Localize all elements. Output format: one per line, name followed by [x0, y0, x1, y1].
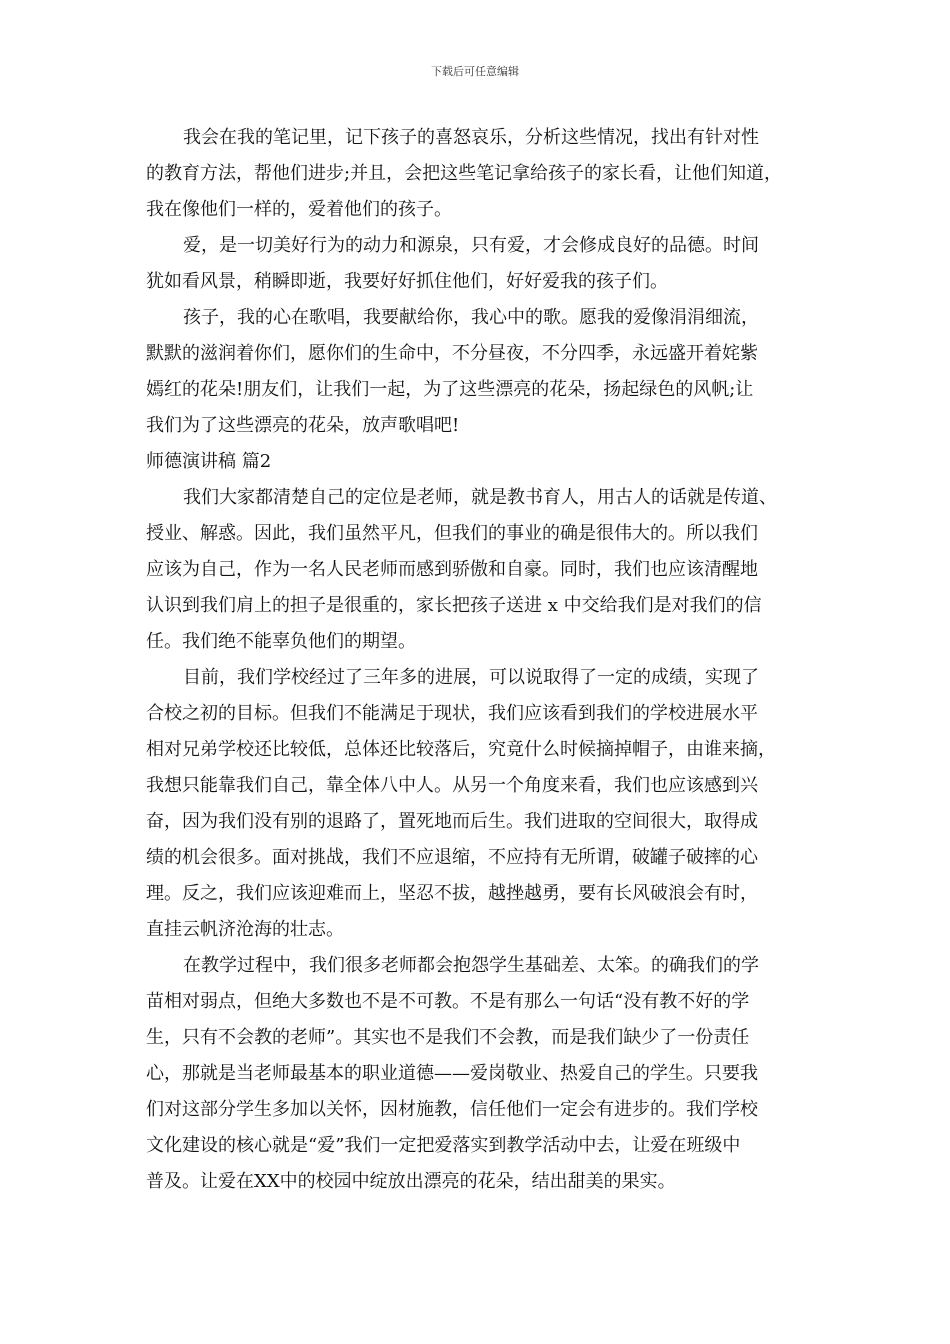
paragraph-line: 嫣红的花朵!朋友们，让我们一起，为了这些漂亮的花朵，扬起绿色的风帆;让 — [146, 379, 754, 400]
paragraph-line: 我会在我的笔记里，记下孩子的喜怒哀乐，分析这些情况，找出有针对性 — [183, 127, 759, 148]
paragraph-line: 我们为了这些漂亮的花朵，放声歌唱吧! — [146, 415, 460, 436]
paragraph-line: 的教育方法，帮他们进步;并且，会把这些笔记拿给孩子的家长看，让他们知道， — [146, 163, 783, 184]
paragraph-line: 认识到我们肩上的担子是很重的，家长把孩子送进 x 中交给我们是对我们的信 — [146, 595, 762, 616]
paragraph-line: 理。反之，我们应该迎难而上，坚忍不拔，越挫越勇，要有长风破浪会有时， — [146, 883, 758, 904]
paragraph-line: 相对兄弟学校还比较低，总体还比较落后，究竟什么时候摘掉帽子，由谁来摘， — [146, 739, 776, 760]
paragraph-line: 普及。让爱在XX中的校园中绽放出漂亮的花朵，结出甜美的果实。 — [146, 1171, 676, 1192]
paragraph-line: 任。我们绝不能辜负他们的期望。 — [146, 631, 416, 652]
paragraph-line: 我们大家都清楚自己的定位是老师，就是教书育人，用古人的话就是传道、 — [183, 487, 777, 508]
paragraph-line: 生，只有不会教的老师”。其实也不是我们不会教，而是我们缺少了一份责任 — [146, 1027, 750, 1048]
paragraph-line: 苗相对弱点，但绝大多数也不是不可教。不是有那么一句话“没有教不好的学 — [146, 991, 750, 1012]
paragraph-line: 们对这部分学生多加以关怀，因材施教，信任他们一定会有进步的。我们学校 — [146, 1099, 758, 1120]
page-header-note: 下载后可任意编辑 — [431, 65, 519, 78]
paragraph-line: 文化建设的核心就是“爱”我们一定把爱落实到教学活动中去，让爱在班级中 — [146, 1135, 741, 1156]
paragraph-line: 目前，我们学校经过了三年多的进展，可以说取得了一定的成绩，实现了 — [183, 667, 759, 688]
paragraph-line: 心，那就是当老师最基本的职业道德——爱岗敬业、热爱自己的学生。只要我 — [146, 1063, 758, 1084]
paragraph-line: 孩子，我的心在歌唱，我要献给你，我心中的歌。愿我的爱像涓涓细流， — [183, 307, 759, 328]
paragraph-line: 我想只能靠我们自己，靠全体八中人。从另一个角度来看，我们也应该感到兴 — [146, 775, 758, 796]
paragraph-line: 合校之初的目标。但我们不能满足于现状，我们应该看到我们的学校进展水平 — [146, 703, 758, 724]
paragraph-line: 我在像他们一样的，爱着他们的孩子。 — [146, 199, 452, 220]
paragraph-line: 授业、解惑。因此，我们虽然平凡，但我们的事业的确是很伟大的。所以我们 — [146, 523, 758, 544]
paragraph-line: 应该为自己，作为一名人民老师而感到骄傲和自豪。同时，我们也应该清醒地 — [146, 559, 758, 580]
paragraph-line: 犹如看风景，稍瞬即逝，我要好好抓住他们，好好爱我的孩子们。 — [146, 271, 668, 292]
paragraph-line: 在教学过程中，我们很多老师都会抱怨学生基础差、太笨。的确我们的学 — [183, 955, 759, 976]
paragraph-line: 默默的滋润着你们，愿你们的生命中，不分昼夜，不分四季，永远盛开着姹紫 — [146, 343, 758, 364]
paragraph-line: 奋，因为我们没有别的退路了，置死地而后生。我们进取的空间很大，取得成 — [146, 811, 758, 832]
paragraph-line: 直挂云帆济沧海的壮志。 — [146, 919, 344, 940]
paragraph-line: 爱，是一切美好行为的动力和源泉，只有爱，才会修成良好的品德。时间 — [183, 235, 759, 256]
section-heading: 师德演讲稿 篇2 — [146, 451, 272, 472]
paragraph-line: 绩的机会很多。面对挑战，我们不应退缩，不应持有无所谓，破罐子破摔的心 — [146, 847, 758, 868]
